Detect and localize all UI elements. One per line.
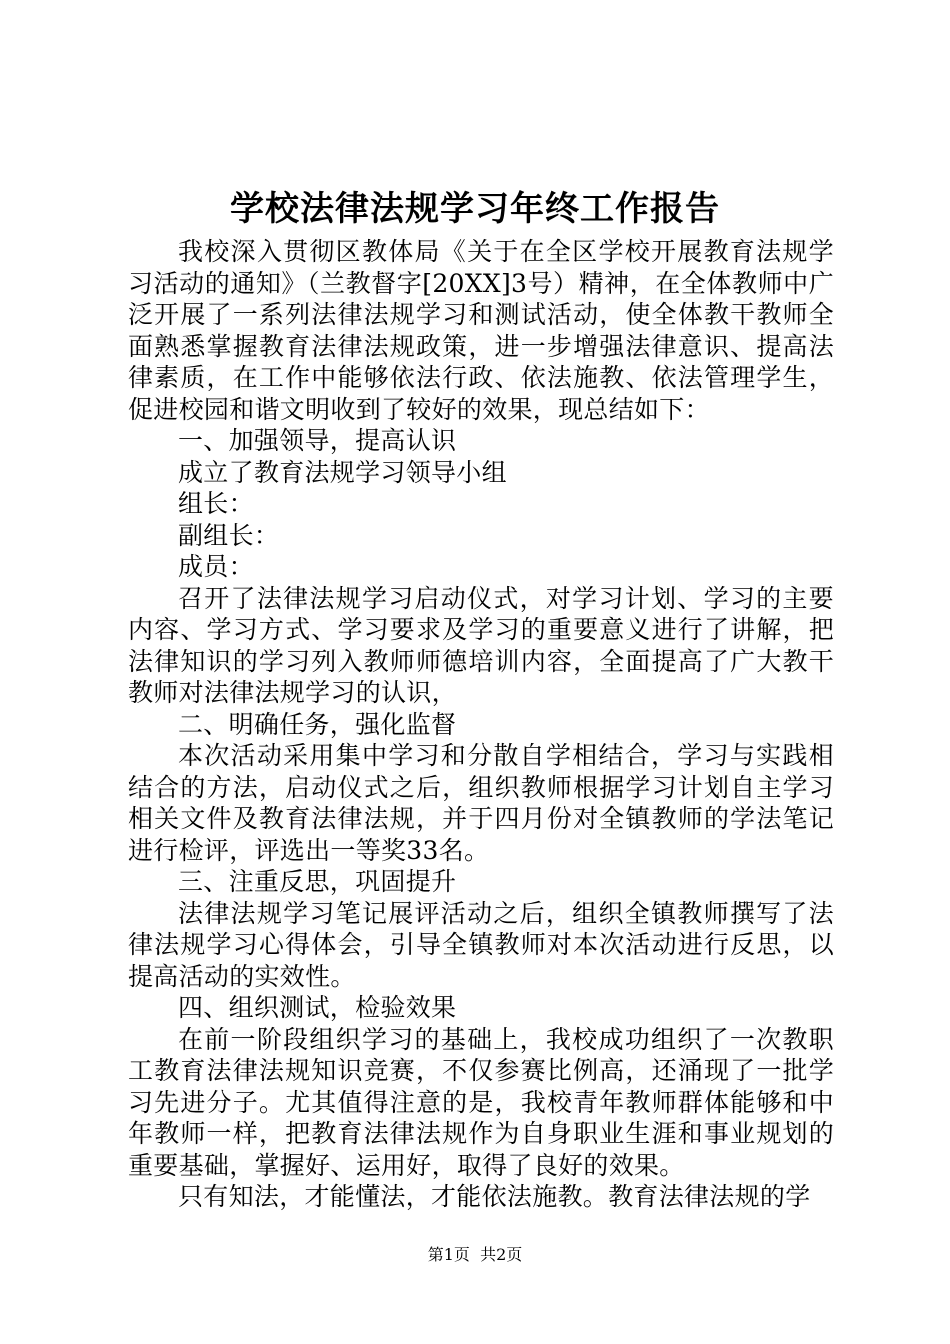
section-heading-1: 一、加强领导，提高认识 xyxy=(178,426,457,455)
paragraph-deputy-leader: 副组长： xyxy=(178,520,280,550)
paragraph: 本次活动采用集中学习和分散自学相结合，学习与实践相结合的方法，启动仪式之后，组织教师根据学习计划自主学习相关文件及教育法律法规，并于四月份对全镇教师的学法笔记进行检评，评选出一等奖33名。 xyxy=(128,741,834,865)
paragraph: 法律法规学习笔记展评活动之后，组织全镇教师撰写了法律法规学习心得体会，引导全镇教师对本次活动进行反思，以提高活动的实效性。 xyxy=(128,898,834,991)
paragraph: 只有知法，才能懂法，才能依法施教。教育法律法规的学 xyxy=(178,1182,811,1211)
document-body xyxy=(128,236,834,1213)
section-heading-2: 二、明确任务，强化监督 xyxy=(178,709,457,739)
page-footer xyxy=(0,1243,950,1267)
paragraph-leader: 组长： xyxy=(178,489,254,518)
paragraph-intro: 我校深入贯彻区教体局《关于在全区学校开展教育法规学习活动的通知》（兰教督字[20XX]3号）精神，在全体教师中广泛开展了一系列法律法规学习和测试活动，使全体教干教师全面熟悉掌握教育法律法规政策，进一步增强法律意识、提高法律素质，在工作中能够依法行政、依法施教、依法管理学生，促进校园和谐文明收到了较好的效果，现总结如下： xyxy=(128,237,834,424)
section-heading-3: 三、注重反思，巩固提升 xyxy=(178,867,457,896)
page-total: 共2页 xyxy=(480,1245,523,1264)
paragraph: 成立了教育法规学习领导小组 xyxy=(178,457,507,487)
page-number: 第1页 xyxy=(427,1245,470,1264)
paragraph: 召开了法律法规学习启动仪式，对学习计划、学习的主要内容、学习方式、学习要求及学习的重要意义进行了讲解，把法律知识的学习列入教师师德培训内容，全面提高了广大教干教师对法律法规学习的认识， xyxy=(128,583,834,707)
paragraph-members: 成员： xyxy=(178,552,254,581)
document-title: 学校法律法规学习年终工作报告 xyxy=(230,189,720,229)
paragraph: 在前一阶段组织学习的基础上，我校成功组织了一次教职工教育法律法规知识竞赛，不仅参赛比例高，还涌现了一批学习先进分子。尤其值得注意的是，我校青年教师群体能够和中年教师一样，把教育法律法规作为自身职业生涯和事业规划的重要基础，掌握好、运用好，取得了良好的效果。 xyxy=(128,1024,834,1180)
section-heading-4: 四、组织测试，检验效果 xyxy=(178,993,457,1022)
